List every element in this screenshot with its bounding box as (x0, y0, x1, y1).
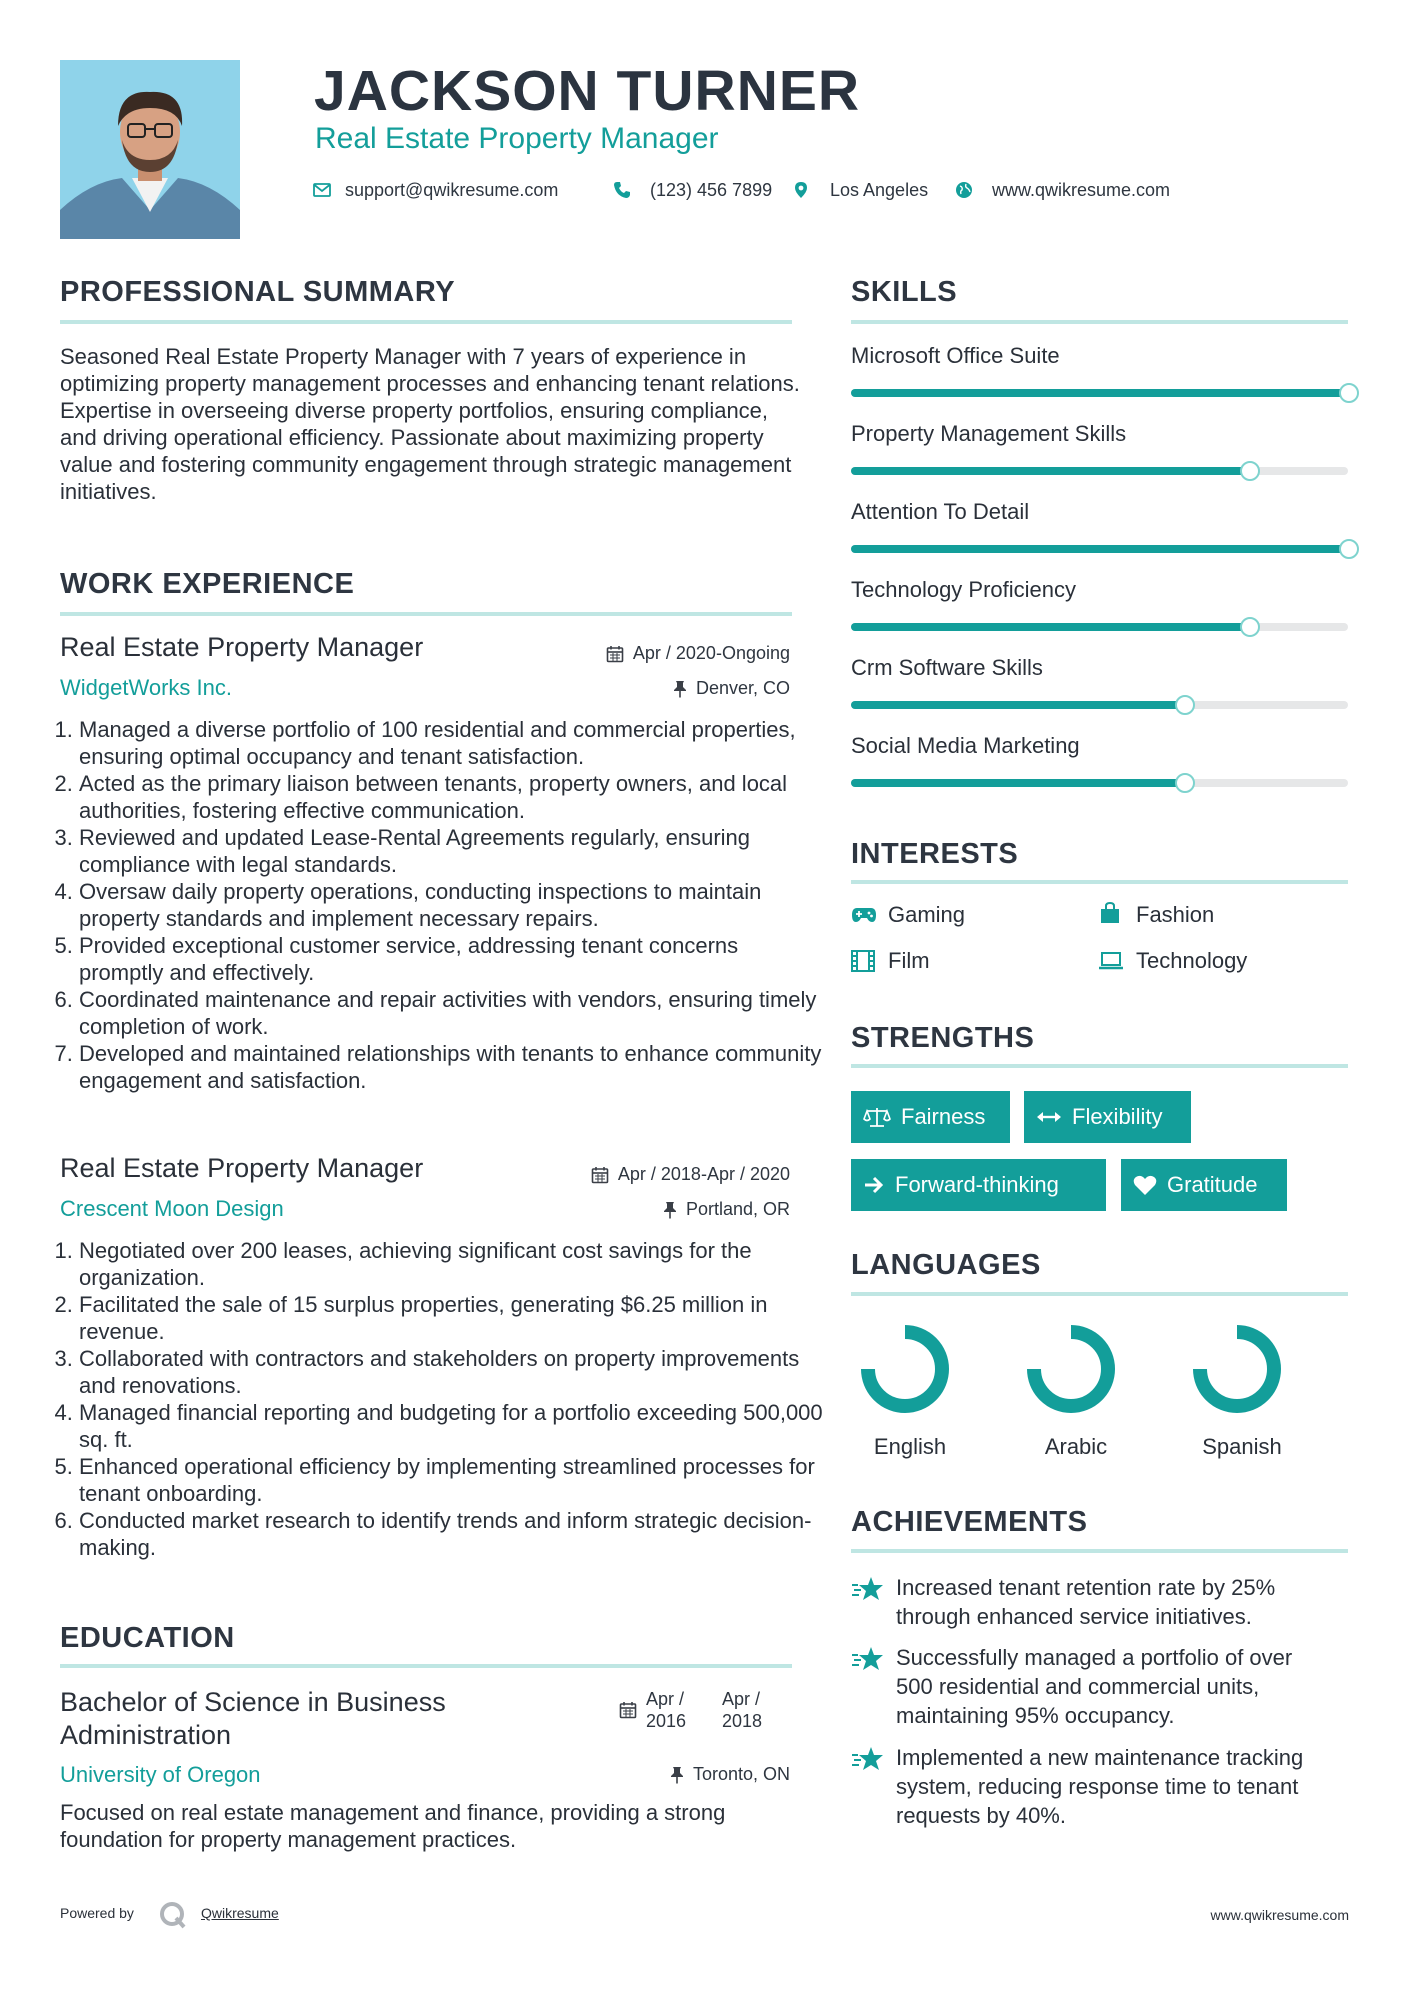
job-location-text: Denver, CO (695, 678, 790, 698)
language-ring (1022, 1320, 1120, 1418)
achievement-text: Successfully managed a portfolio of over 500 residential and commercial units, maintaining 95% occupancy. (896, 1645, 1293, 1728)
skill-bar-knob (1339, 539, 1359, 559)
calendar-icon (619, 1701, 637, 1719)
education-end-date: Apr / 2018 (722, 1689, 763, 1731)
languages-divider (851, 1292, 1348, 1296)
job-location (663, 1199, 790, 1220)
job-dates-text: Apr / 2020-Ongoing (632, 643, 790, 663)
skills-divider (851, 320, 1348, 324)
company-name: Crescent Moon Design (60, 1196, 284, 1221)
map-pin-icon (792, 181, 810, 199)
achievements-heading: ACHIEVEMENTS (851, 1506, 1088, 1538)
interest-label: Gaming (888, 902, 966, 927)
skill-bar (851, 467, 1348, 475)
footer-website-link[interactable]: www.qwikresume.com (1210, 1907, 1349, 1923)
strength-label: Fairness (901, 1104, 986, 1129)
candidate-name: JACKSON TURNER (314, 59, 861, 123)
school-name: University of Oregon (60, 1762, 261, 1787)
email-link[interactable]: support@qwikresume.com (345, 180, 559, 200)
laptop-icon (1098, 951, 1124, 971)
heart-icon (1133, 1174, 1157, 1196)
skill-bar (851, 779, 1348, 787)
calendar-icon (606, 645, 624, 663)
list-item: 6. Conducted market research to identify trends and inform strategic decision-making. (79, 1507, 824, 1561)
language-ring (856, 1320, 954, 1418)
job-dates-text: Apr / 2018-Apr / 2020 (617, 1164, 790, 1184)
summary-divider (60, 320, 792, 324)
language-label: Arabic (1044, 1434, 1108, 1459)
strength-badge (1024, 1091, 1191, 1143)
qwikresume-logo-icon (158, 1900, 188, 1930)
pushpin-icon (663, 1201, 677, 1219)
experience-heading: WORK EXPERIENCE (60, 568, 355, 600)
powered-by-text: Powered by (60, 1905, 134, 1921)
skill-bar-knob (1175, 773, 1195, 793)
education-divider (60, 1664, 792, 1668)
experience-divider (60, 612, 792, 616)
education-heading: EDUCATION (60, 1622, 235, 1654)
strength-badge (1121, 1159, 1287, 1211)
location: Los Angeles (830, 180, 929, 200)
skill-name: Property Management Skills (851, 421, 1127, 446)
achievements-divider (851, 1549, 1348, 1553)
interest-label: Fashion (1136, 902, 1215, 927)
company-name: WidgetWorks Inc. (60, 675, 232, 700)
profile-photo (60, 60, 240, 239)
language-ring-arc (1034, 1332, 1108, 1406)
list-item: 7. Developed and maintained relationships with tenants to enhance community engagement and satisfaction. (79, 1040, 824, 1094)
interest-label: Film (888, 948, 930, 973)
strengths-heading: STRENGTHS (851, 1022, 1035, 1054)
skill-bar-fill (851, 545, 1348, 553)
skill-name: Crm Software Skills (851, 655, 1043, 680)
balance-scale-icon (863, 1106, 891, 1128)
language-ring-arc (1200, 1332, 1274, 1406)
list-item: 5. Enhanced operational efficiency by implementing streamlined processes for tenant onboarding. (79, 1453, 824, 1507)
achievement-text: Increased tenant retention rate by 25% through enhanced service initiatives. (896, 1575, 1276, 1629)
achievement-text: Implemented a new maintenance tracking system, reducing response time to tenant requests by 40%. (896, 1745, 1304, 1828)
summary-text: Seasoned Real Estate Property Manager with 7 years of experience in optimizing property management processes and enhancing tenant relations. Expertise in overseeing diverse property portfolios, ensuring compliance, and driving operational efficiency. Passionate about maximizing property value and fostering community engagement through strategic management initiatives. (60, 344, 800, 504)
list-item: 4. Oversaw daily property operations, conducting inspections to maintain property standards and implement necessary repairs. (79, 878, 824, 932)
language-ring (1188, 1320, 1286, 1418)
strengths-divider (851, 1064, 1348, 1068)
skill-bar-fill (851, 467, 1249, 475)
job-dates (591, 1164, 790, 1185)
languages-heading: LANGUAGES (851, 1249, 1041, 1281)
job-location-text: Portland, OR (685, 1199, 790, 1219)
job-title: Real Estate Property Manager (60, 632, 424, 662)
gamepad-icon (851, 905, 877, 925)
pushpin-icon (670, 1766, 684, 1784)
arrows-horizontal-icon (1036, 1108, 1062, 1126)
phone-icon (613, 181, 631, 199)
skill-bar-knob (1175, 695, 1195, 715)
education-start-date: Apr / 2016 (646, 1689, 687, 1731)
skill-bar (851, 623, 1348, 631)
star-icon (851, 1645, 885, 1673)
phone-number: (123) 456 7899 (650, 180, 773, 200)
qwikresume-link[interactable]: Qwikresume (201, 1905, 279, 1921)
language-label: Spanish (1202, 1434, 1282, 1459)
film-icon (851, 950, 875, 972)
list-item: 1. Negotiated over 200 leases, achieving significant cost savings for the organization. (79, 1237, 824, 1291)
candidate-title: Real Estate Property Manager (315, 122, 719, 155)
skill-name: Attention To Detail (851, 499, 1030, 524)
language-label: English (873, 1434, 947, 1459)
interest-label: Technology (1136, 948, 1248, 973)
strength-label: Gratitude (1167, 1172, 1258, 1197)
interests-heading: INTERESTS (851, 838, 1019, 870)
education-location (670, 1764, 790, 1785)
job-bullets (52, 1237, 824, 1561)
website-link[interactable]: www.qwikresume.com (992, 180, 1171, 200)
summary-heading: PROFESSIONAL SUMMARY (60, 276, 456, 308)
job-bullets (52, 716, 824, 1094)
strength-badge (851, 1159, 1106, 1211)
globe-icon (955, 181, 973, 199)
job-location (673, 678, 790, 699)
skill-bar (851, 545, 1348, 553)
skill-name: Social Media Marketing (851, 733, 1080, 758)
strength-label: Forward-thinking (895, 1172, 1059, 1197)
language-ring-arc (868, 1332, 942, 1406)
strength-badge (851, 1091, 1010, 1143)
skill-bar (851, 701, 1348, 709)
list-item: 6. Coordinated maintenance and repair activities with vendors, ensuring timely completion of work. (79, 986, 824, 1040)
list-item: 3. Collaborated with contractors and stakeholders on property improvements and renovations. (79, 1345, 824, 1399)
skill-bar-knob (1240, 617, 1260, 637)
pushpin-icon (673, 680, 687, 698)
envelope-icon (313, 181, 331, 199)
degree-title: Bachelor of Science in Business Administration (60, 1687, 446, 1750)
skill-name: Microsoft Office Suite (851, 343, 1060, 368)
calendar-icon (591, 1166, 609, 1184)
list-item: 2. Acted as the primary liaison between tenants, property owners, and local authorities, fostering effective communication. (79, 770, 824, 824)
education-description: Focused on real estate management and finance, providing a strong foundation for property management practices. (60, 1800, 726, 1852)
skill-name: Technology Proficiency (851, 577, 1077, 602)
interests-divider (851, 880, 1348, 884)
skill-bar-fill (851, 779, 1184, 787)
list-item: 1. Managed a diverse portfolio of 100 residential and commercial properties, ensuring optimal occupancy and tenant satisfaction. (79, 716, 824, 770)
skills-heading: SKILLS (851, 276, 958, 308)
person-avatar-icon (60, 60, 240, 239)
skill-bar-fill (851, 701, 1184, 709)
skill-bar-fill (851, 623, 1249, 631)
shopping-bag-icon (1098, 901, 1122, 925)
education-location-text: Toronto, ON (692, 1764, 790, 1784)
arrow-right-icon (863, 1175, 885, 1195)
list-item: 2. Facilitated the sale of 15 surplus properties, generating $6.25 million in revenue. (79, 1291, 824, 1345)
star-icon (851, 1575, 885, 1603)
list-item: 5. Provided exceptional customer service, addressing tenant concerns promptly and effectively. (79, 932, 824, 986)
job-dates (606, 643, 790, 664)
strength-label: Flexibility (1072, 1104, 1163, 1129)
list-item: 4. Managed financial reporting and budgeting for a portfolio exceeding 500,000 sq. ft. (79, 1399, 824, 1453)
skill-bar-fill (851, 389, 1348, 397)
list-item: 3. Reviewed and updated Lease-Rental Agreements regularly, ensuring compliance with legal standards. (79, 824, 824, 878)
skill-bar-knob (1339, 383, 1359, 403)
job-title: Real Estate Property Manager (60, 1153, 424, 1183)
skill-bar-knob (1240, 461, 1260, 481)
skill-bar (851, 389, 1348, 397)
star-icon (851, 1745, 885, 1773)
